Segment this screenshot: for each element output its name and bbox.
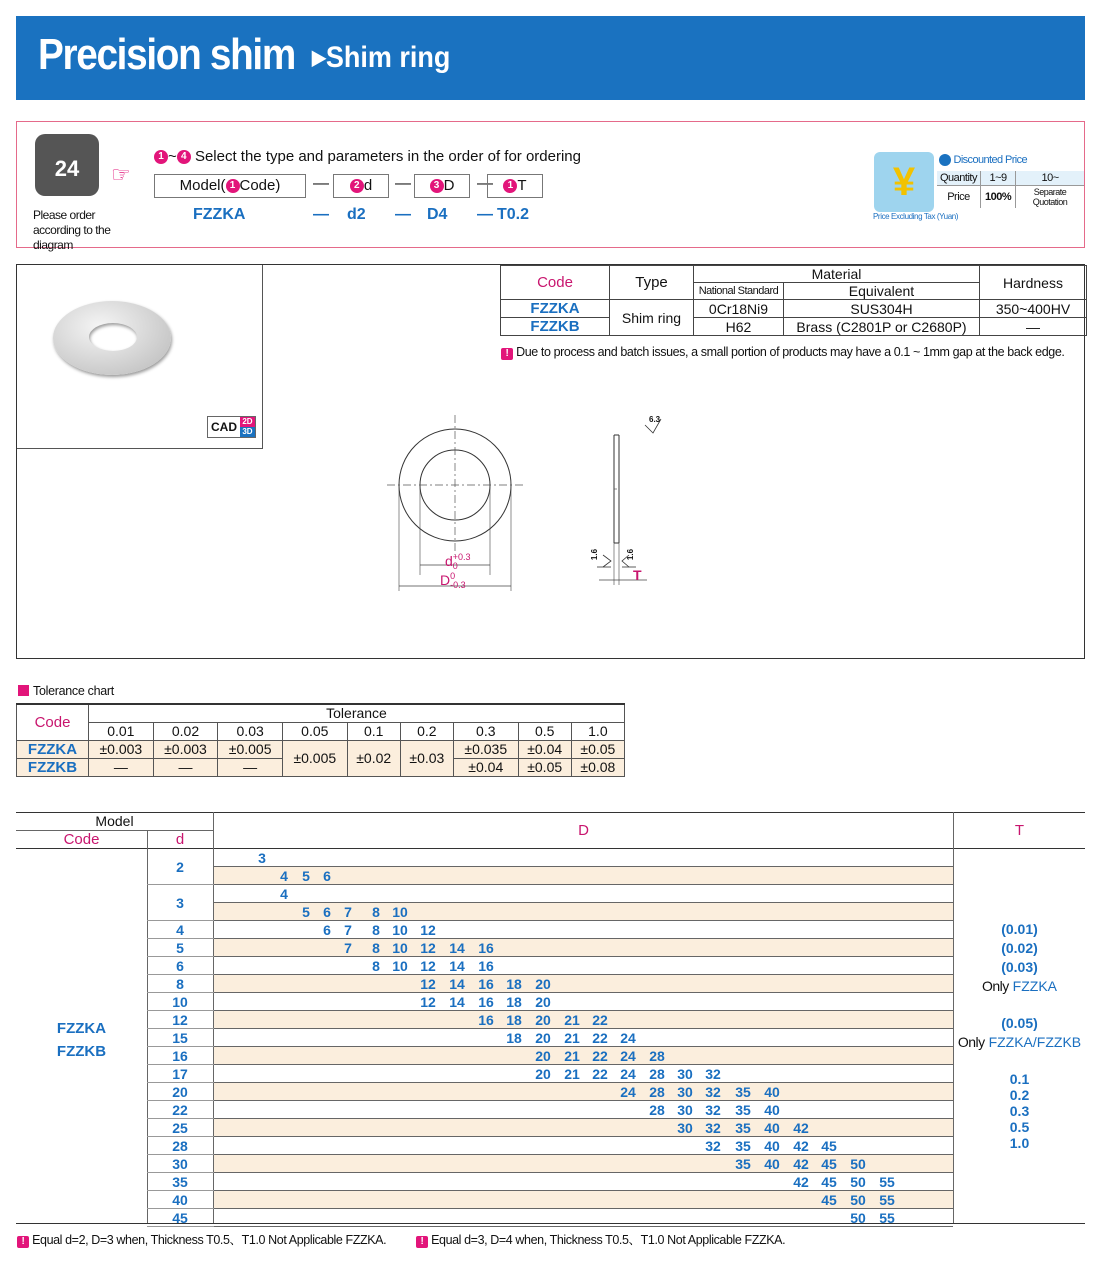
dash: — [477,206,493,223]
order-instruction: 1 ~ 4 Select the type and parameters in the order of for ordering [154,148,581,165]
D-value: 6 [323,868,331,884]
tol-cell: ±0.05 [518,758,571,776]
D-value: 7 [344,904,352,920]
D-value: 8 [372,904,380,920]
row-divider [214,1100,953,1101]
d-value-cell: 4 [176,921,184,938]
D-value: 45 [821,1192,837,1208]
d-value-cell: 28 [172,1137,188,1154]
D-value: 12 [420,940,436,956]
t-option: (0.01) [1001,921,1038,937]
D-value: 45 [821,1138,837,1154]
material-national-fzzka: 0Cr18Ni9 [694,300,784,318]
d-value-cell: 25 [172,1119,188,1136]
D-value: 12 [420,958,436,974]
note-icon: ! [501,348,513,360]
tol-cell: — [89,758,154,776]
D-value: 10 [392,940,408,956]
D-box [414,174,470,198]
national-standard-header: National Standard [694,283,784,300]
D-value: 45 [821,1156,837,1172]
D-value: 55 [879,1192,895,1208]
D-value: 35 [735,1102,751,1118]
D-value: 5 [302,868,310,884]
material-note [501,345,1064,360]
price-2: Separate Quotation [1032,187,1068,207]
row-stripe [214,939,953,957]
tol-header: Tolerance [89,704,625,722]
D-value: 42 [793,1174,809,1190]
d-value-cell: 8 [176,975,184,992]
D-value: 22 [592,1030,608,1046]
D-value: 8 [372,940,380,956]
d-box [333,174,389,198]
D-value: 30 [677,1066,693,1082]
D-value: 12 [420,922,436,938]
D-value: 45 [821,1174,837,1190]
tol-thickness: 0.3 [453,722,518,740]
D-value: 40 [764,1138,780,1154]
d-value-cell: 6 [176,957,184,974]
tol-cell: ±0.003 [153,740,218,758]
please-order-text: Please order according to the diagram [33,208,111,252]
d-tol-low: 0 [452,561,458,572]
D-value: 50 [850,1156,866,1172]
roughness-16-right: 1.6 [626,548,636,561]
D-value: 8 [372,922,380,938]
footnote-1-text: Equal d=2, D=3 when, Thickness T0.5、T1.0 Not Applicable FZZKA. [32,1233,387,1247]
D-value: 21 [564,1048,580,1064]
model-label: Model( [179,177,226,194]
shim-ring-drawing [387,405,717,605]
row-stripe [214,975,953,993]
d-value-cell: 16 [172,1047,188,1064]
D-value: 50 [850,1210,866,1226]
t-option: 0.3 [1009,1103,1030,1119]
D-value: 50 [850,1192,866,1208]
D-value: 22 [592,1048,608,1064]
tol-thickness: 0.02 [153,722,218,740]
cad-download-button[interactable] [207,416,256,438]
D-value: 16 [478,940,494,956]
code-fzzka: FZZKA [56,1020,107,1037]
row-divider [214,1208,953,1209]
D-value: 12 [420,976,436,992]
row-divider [214,1226,953,1227]
model-header: Model [95,813,134,829]
t-only-note: Only FZZKA/FZZKB [957,1034,1082,1050]
footnote-1 [17,1230,386,1248]
D-value: 28 [649,1066,665,1082]
D-value: 5 [302,904,310,920]
roughness-63: 6.3 [649,415,661,424]
instruction-text: Select the type and parameters in the order of for ordering [194,148,581,165]
D-value: 35 [735,1084,751,1100]
D-value: 24 [620,1048,636,1064]
page-title: Precision shim [38,30,295,79]
D-value: 35 [735,1120,751,1136]
row-stripe [214,1155,953,1173]
tol-cell: ±0.05 [571,740,624,758]
d-dim-label: d [445,553,453,569]
t-options [954,920,1085,1151]
example-d: d2 [347,206,366,223]
dash: — [477,175,493,192]
t-option: 1.0 [1009,1135,1030,1151]
cad-label: CAD [211,420,237,434]
d-value-cell: 35 [172,1173,188,1190]
D-value: 55 [879,1210,895,1226]
row-divider [214,1136,953,1137]
step-circle-1: 1 [154,150,168,164]
D-value: 4 [280,886,288,902]
section-bullet-icon [18,685,29,696]
example-model: FZZKA [193,206,246,223]
D-value: 14 [449,994,465,1010]
D-value: 21 [564,1030,580,1046]
D-value: 20 [535,1048,551,1064]
d-value-cell: 40 [172,1191,188,1208]
row-stripe [214,1191,953,1209]
page-subtitle [312,41,450,75]
roughness-16-left: 1.6 [590,548,600,561]
D-value: 42 [793,1156,809,1172]
D-value: 21 [564,1012,580,1028]
D-value: 18 [506,994,522,1010]
qty-1: 1~9 [980,171,1015,186]
d-value-cell: 2 [176,858,184,875]
D-value: 55 [879,1174,895,1190]
D-value: 18 [506,1012,522,1028]
D-value: 30 [677,1120,693,1136]
price-table [937,171,1084,208]
material-code-header: Code [501,266,610,300]
D-value: 20 [535,1030,551,1046]
tol-code-fzzkb: FZZKB [17,758,89,776]
D-value: 20 [535,1012,551,1028]
D-tol-up: 0 [450,571,456,582]
tol-thickness: 0.01 [89,722,154,740]
D-value: 30 [677,1102,693,1118]
D-value: 42 [793,1120,809,1136]
example-T: T0.2 [497,206,530,223]
yuan-icon: ¥ [874,152,934,212]
footnote-2-text: Equal d=3, D=4 when, Thickness T0.5、T1.0 Not Applicable FZZKA. [431,1233,786,1247]
tol-cell: ±0.003 [89,740,154,758]
T-box [487,174,543,198]
price-1: 100% [980,186,1015,209]
product-image-box [17,265,263,449]
row-divider [214,1172,953,1173]
tolerance-table [16,703,625,777]
D-value: 40 [764,1156,780,1172]
step-circle-1b: 1 [226,179,240,193]
model-table [16,812,1085,1224]
material-header: Material [694,266,980,283]
d-value-cell: 45 [172,1209,188,1226]
D-value: 10 [392,904,408,920]
D-value: 35 [735,1138,751,1154]
row-divider [214,992,953,993]
model-code-box [154,174,306,198]
row-divider [214,1064,953,1065]
D-value: 6 [323,904,331,920]
d-dimension [445,553,471,571]
page-header [16,16,1085,100]
D-value: 32 [705,1066,721,1082]
d-value-cell: 10 [172,993,188,1010]
t-option: (0.02) [1001,940,1038,956]
D-value: 50 [850,1174,866,1190]
tol-thickness: 0.2 [400,722,453,740]
qty-2: 10~ [1016,171,1084,186]
D-value: 35 [735,1156,751,1172]
material-type-header: Type [610,266,694,300]
product-panel [16,264,1085,659]
tolerance-title-text: Tolerance chart [33,684,114,698]
t-option: 0.1 [1009,1071,1030,1087]
note-icon: ! [416,1236,428,1248]
arrow-icon: ▶ [312,47,326,69]
D-value: 40 [764,1120,780,1136]
d-value-cell: 22 [172,1101,188,1118]
tol-cell: ±0.04 [518,740,571,758]
d-value-cell: 20 [172,1083,188,1100]
D-value: 7 [344,922,352,938]
row-stripe [214,1119,953,1137]
step-circle-3: 3 [430,179,444,193]
cad-2d-label: 2D [242,417,253,426]
D-value: 16 [478,994,494,1010]
hardness-fzzka: 350~400HV [980,300,1087,318]
D-value: 6 [323,922,331,938]
D-value: 18 [506,976,522,992]
row-divider [214,884,953,885]
subtitle-text: Shim ring [325,41,451,74]
D-value: 32 [705,1138,721,1154]
quantity-label: Quantity [937,171,980,186]
tolerance-title [18,684,114,698]
d-row-divider [147,1226,214,1227]
D-header: D [578,822,589,839]
D-value: 14 [449,976,465,992]
tol-cell-shared: ±0.02 [347,740,400,776]
tol-cell: — [153,758,218,776]
material-national-fzzkb: H62 [694,318,784,336]
model-code-label: Code) [239,177,281,194]
D-value: 28 [649,1102,665,1118]
discounted-price-title [939,154,1027,166]
tol-cell: ±0.04 [453,758,518,776]
d-value-cell: 30 [172,1155,188,1172]
tol-thickness: 0.03 [218,722,283,740]
material-type-value: Shim ring [610,300,694,336]
t-option: (0.03) [1001,959,1038,975]
row-divider [214,956,953,957]
D-value: 24 [620,1030,636,1046]
D-value: 24 [620,1066,636,1082]
dash: — [313,175,329,192]
t-option: (0.05) [1001,1015,1038,1031]
D-value: 20 [535,1066,551,1082]
D-value: 20 [535,976,551,992]
t-only-note: Only FZZKA [981,978,1058,994]
D-tol-low: -0.3 [450,580,466,591]
tol-cell: ±0.08 [571,758,624,776]
hardness-header: Hardness [980,266,1087,300]
D-value: 16 [478,1012,494,1028]
D-value: 14 [449,940,465,956]
material-equiv-fzzka: SUS304H [784,300,980,318]
T-header: T [1014,822,1025,839]
step-circle-2: 2 [350,179,364,193]
D-value: 20 [535,994,551,1010]
tol-cell-shared: ±0.03 [400,740,453,776]
phone-24h-icon [35,134,99,196]
D-value: 24 [620,1084,636,1100]
order-section [16,121,1085,252]
step-circle-1c: 1 [503,179,517,193]
footnote-2 [416,1230,785,1248]
d-value-cell: 3 [176,894,184,911]
d-value-cell: 5 [176,939,184,956]
D-value: 40 [764,1084,780,1100]
hardness-fzzkb: — [980,318,1087,336]
dash: — [395,175,411,192]
D-value: 8 [372,958,380,974]
example-D: D4 [427,206,448,223]
price-title: Discounted Price [953,154,1028,166]
price-note: Price Excluding Tax (Yuan) [873,212,959,221]
D-value: 12 [420,994,436,1010]
tol-thickness: 0.05 [282,722,347,740]
D-value: 30 [677,1084,693,1100]
step-circle-4: 4 [177,150,191,164]
code-header: Code [63,831,100,848]
tol-code-fzzka: FZZKA [17,740,89,758]
D-value: 40 [764,1102,780,1118]
tol-code-header: Code [17,704,89,740]
D-value: 21 [564,1066,580,1082]
t-option: 0.2 [1009,1087,1030,1103]
D-dim-label: D [440,572,451,588]
D-value: 28 [649,1048,665,1064]
t-option: 0.5 [1009,1119,1030,1135]
D-value: 16 [478,976,494,992]
tol-cell: ±0.005 [218,740,283,758]
dash: — [313,206,329,223]
D-value: 7 [344,940,352,956]
D-value: 22 [592,1066,608,1082]
tol-thickness: 1.0 [571,722,624,740]
D-value: 42 [793,1138,809,1154]
T-dimension: T [633,567,642,583]
d-header: d [175,831,185,848]
cad-3d-label: 3D [242,427,253,436]
material-table [500,265,1087,336]
tol-cell: ±0.035 [453,740,518,758]
D-value: 3 [258,850,266,866]
D-value: 32 [705,1102,721,1118]
d-value-cell: 17 [172,1065,188,1082]
model-codes [16,1017,147,1063]
dash: — [395,206,411,223]
D-value: 10 [392,922,408,938]
D-value: 18 [506,1030,522,1046]
T-label: T [517,177,527,194]
tol-cell: — [218,758,283,776]
material-code-fzzka: FZZKA [501,300,610,318]
d-label: d [363,177,373,194]
price-label: Price [947,191,970,203]
D-value: 4 [280,868,288,884]
note-icon: ! [17,1236,29,1248]
shim-ring-photo [53,301,171,375]
code-fzzkb: FZZKB [56,1043,107,1060]
material-equiv-fzzkb: Brass (C2801P or C2680P) [784,318,980,336]
d-tol-up: +0.3 [452,552,471,563]
d-row-divider [147,884,214,885]
material-code-fzzkb: FZZKB [501,318,610,336]
D-value: 32 [705,1084,721,1100]
d-value-cell: 12 [172,1011,188,1028]
D-value: 28 [649,1084,665,1100]
D-value: 22 [592,1012,608,1028]
material-note-text: Due to process and batch issues, a small portion of products may have a 0.1 ~ 1mm gap at the back edge. [516,345,1065,359]
row-divider [214,1028,953,1029]
D-label: D [443,177,455,194]
tol-thickness: 0.5 [518,722,571,740]
tol-cell-shared: ±0.005 [282,740,347,776]
d-value-cell: 15 [172,1029,188,1046]
phone-label: 24 [54,156,80,181]
tol-thickness: 0.1 [347,722,400,740]
equivalent-header: Equivalent [784,283,980,300]
D-value: 16 [478,958,494,974]
D-value: 10 [392,958,408,974]
D-dimension [440,572,466,590]
row-divider [214,920,953,921]
D-value: 14 [449,958,465,974]
D-value: 32 [705,1120,721,1136]
row-stripe [214,1083,953,1101]
pointing-hand-icon: ☞ [111,162,131,187]
price-bullet-icon [939,154,951,166]
